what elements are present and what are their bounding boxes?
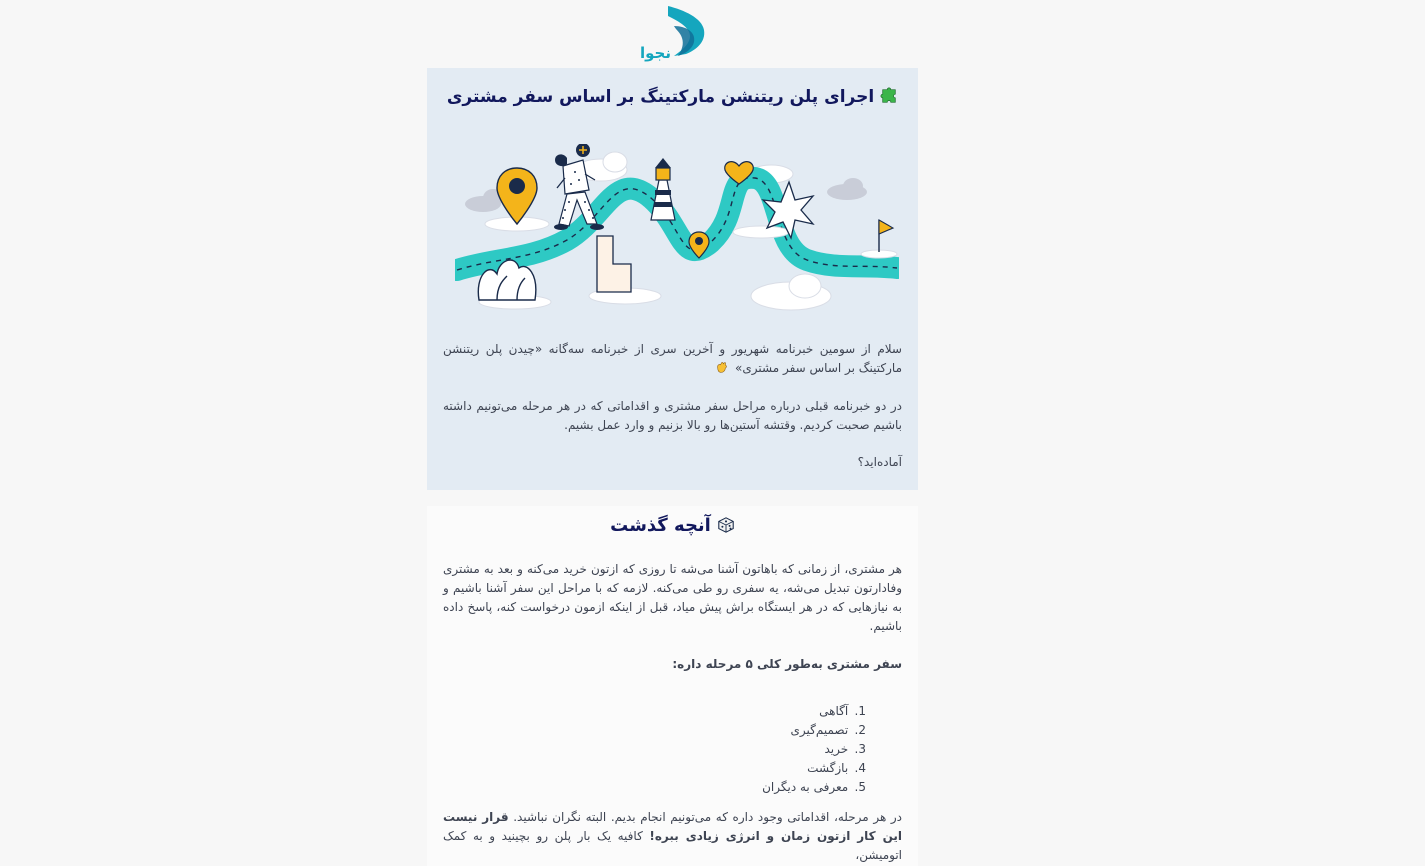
past-paragraph-2-bold: قرار نیست این کار ازتون زمان و انرژی زیادی ببره! bbox=[443, 810, 903, 843]
hero-title-text: اجرای پلن ریتنشن مارکتینگ بر اساس سفر مشتری bbox=[446, 87, 875, 107]
brand-logo-text: نجوا bbox=[640, 44, 671, 62]
stage-item: 5. معرفی به دیگران bbox=[762, 780, 866, 794]
hero-paragraph-1 bbox=[443, 340, 902, 378]
flag-icon bbox=[879, 220, 893, 252]
brand-logo[interactable] bbox=[636, 4, 710, 64]
customer-journey-illustration bbox=[455, 144, 899, 316]
map-pin-icon bbox=[497, 168, 537, 224]
stage-item: 1. آگاهی bbox=[819, 704, 866, 718]
past-title-text: آنچه گذشت bbox=[610, 515, 711, 536]
stage-item: 4. بازگشت bbox=[807, 761, 866, 775]
stages-heading: سفر مشتری به‌طور کلی ۵ مرحله داره: bbox=[672, 657, 902, 671]
stage-item: 2. تصمیم‌گیری bbox=[790, 723, 866, 737]
past-paragraph-2-tail: کافیه یک بار پلن رو بچینید و به کمک اتومیشن، bbox=[443, 829, 902, 862]
stages-list bbox=[443, 702, 902, 797]
hero-section bbox=[427, 68, 918, 490]
hero-paragraph-1-text: سلام از سومین خبرنامه شهریور و آخرین سری از خبرنامه سه‌گانه «چیدن پلن ریتنشن مارکتینگ بر اساس سفر مشتری» bbox=[443, 342, 902, 375]
hero-paragraph-3: آماده‌اید؟ bbox=[857, 455, 902, 469]
past-paragraph-2 bbox=[443, 808, 902, 865]
past-title bbox=[427, 515, 918, 536]
waving-hand-icon bbox=[715, 361, 728, 374]
hero-paragraph-2: در دو خبرنامه قبلی درباره مراحل سفر مشتری و اقداماتی که در هر مرحله می‌تونیم داشته باشیم صحبت کردیم. وقتشه آستین‌ها رو بالا بزنیم و وارد عمل بشیم. bbox=[443, 399, 902, 432]
puzzle-icon bbox=[880, 87, 898, 105]
hero-title bbox=[427, 87, 918, 107]
past-paragraph-1: هر مشتری، از زمانی که باهاتون آشنا می‌شه تا روزی که ازتون خرید می‌کنه و بعد به مشتری وفادارتون تبدیل می‌شه، یه سفری رو طی می‌کنه. لازمه که با مراحل این سفر آشنا باشیم و به نیازهایی که در هر ایستگاه براش پیش میاد، قبل از اینکه ازمون درخواست کنه، پاسخ داده باشیم. bbox=[443, 562, 902, 633]
document-icon bbox=[597, 236, 631, 292]
past-paragraph-2-plain: در هر مرحله، اقداماتی وجود داره که می‌تونیم انجام بدیم. البته نگران نباشید. bbox=[513, 810, 903, 824]
past-recap-section bbox=[427, 506, 918, 866]
stage-item: 3. خرید bbox=[824, 742, 866, 756]
dice-icon bbox=[717, 516, 735, 534]
